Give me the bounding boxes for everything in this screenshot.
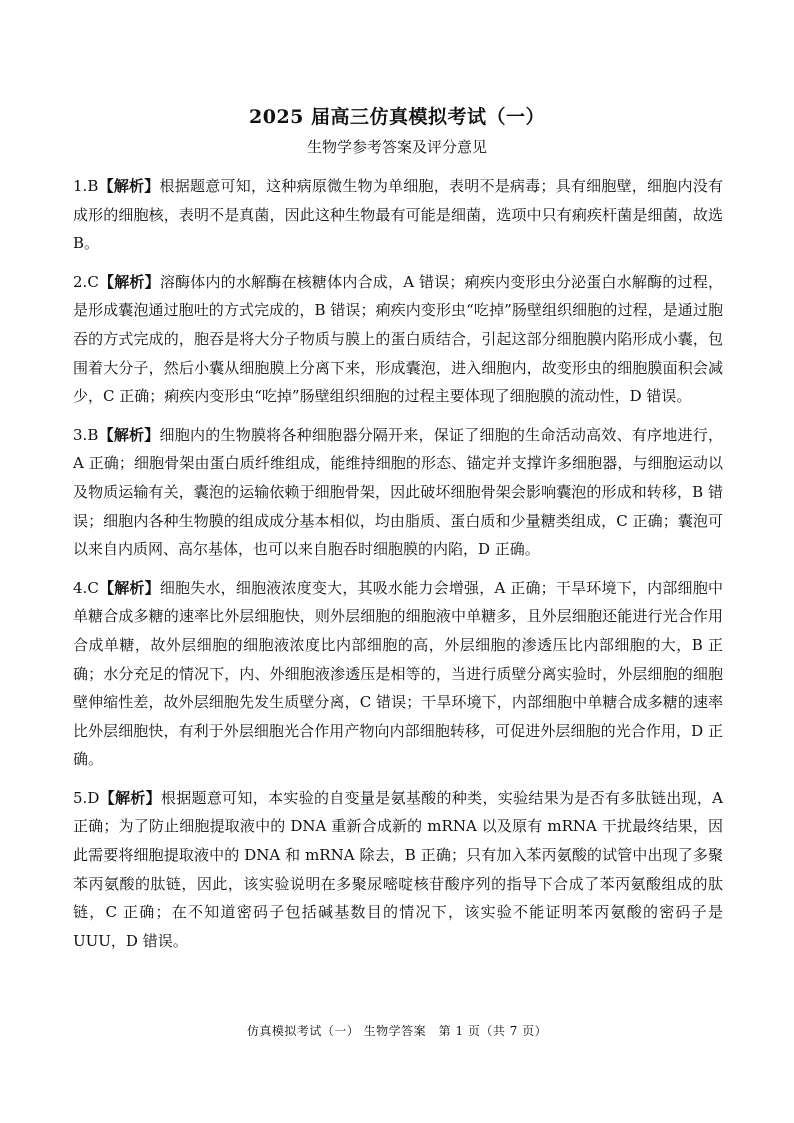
answer-explanation: 细胞内的生物膜将各种细胞器分隔开来，保证了细胞的生命活动高效、有序地进行，A 正确；细胞骨架由蛋白质纤维组成，能维持细胞的形态、锚定并支撑许多细胞器，与细胞运动以及物质运输有关，囊泡的运输依赖于细胞骨架，因此破坏细胞骨架会影响囊泡的形成和转移，B 错误；细胞内各种生物膜的组成成分基本相似，均由脂质、蛋白质和少量糖类组成，C 正确；囊泡可以来自内质网、高尔基体，也可以来自胞吞时细胞膜的内陷，D 正确。: [73, 425, 723, 559]
answer-list: [73, 172, 723, 965]
analysis-tag: 【解析】: [98, 578, 160, 597]
answer-letter: D: [87, 788, 100, 807]
answer-item-3: [73, 421, 723, 564]
answer-number: 2.: [73, 272, 88, 291]
answer-explanation: 细胞失水，细胞液浓度变大，其吸水能力会增强，A 正确；干旱环境下，内部细胞中单糖合成多糖的速率比外层细胞快，则外层细胞的细胞液中单糖多，且外层细胞还能进行光合作用合成单糖，故外层细胞的细胞液浓度比内部细胞的高，外层细胞的渗透压比内部细胞的大，B 正确；水分充足的情况下，内、外细胞液渗透压是相等的，当进行质壁分离实验时，外层细胞的细胞壁伸缩性差，故外层细胞先发生质壁分离，C 错误；干旱环境下，内部细胞中单糖合成多糖的速率比外层细胞快，有利于外层细胞光合作用产物向内部细胞转移，可促进外层细胞的光合作用，D 正确。: [73, 578, 723, 769]
document-subtitle: 生物学参考答案及评分意见: [306, 138, 487, 156]
answer-letter: B: [87, 177, 99, 195]
answer-letter: C: [87, 272, 99, 291]
answer-explanation: 根据题意可知，这种病原微生物为单细胞，表明不是病毒；具有细胞壁，细胞内没有成形的细胞核，表明不是真菌，因此这种生物最有可能是细菌，选项中只有痢疾杆菌是细菌，故选 B。: [73, 177, 723, 253]
answer-letter: C: [87, 578, 99, 597]
analysis-tag: 【解析】: [98, 425, 160, 444]
answer-item-5: [73, 784, 723, 956]
analysis-tag: 【解析】: [98, 177, 160, 195]
answer-letter: B: [87, 425, 99, 444]
analysis-tag: 【解析】: [98, 272, 160, 291]
answer-item-2: [73, 268, 723, 411]
answer-item-1: [73, 172, 723, 258]
answer-number: 4.: [73, 578, 88, 597]
answer-explanation: 根据题意可知，本实验的自变量是氨基酸的种类，实验结果为是否有多肽链出现，A 正确；为了防止细胞提取液中的 DNA 重新合成新的 mRNA 以及原有 mRNA 干扰最终结果，因此需要将细胞提取液中的 DNA 和 mRNA 除去，B 正确；只有加入苯丙氨酸的试管中出现了多聚苯丙氨酸的肽链，因此，该实验说明在多聚尿嘧啶核苷酸序列的指导下合成了苯丙氨酸组成的肽链，C 正确；在不知道密码子包括碱基数目的情况下，该实验不能证明苯丙氨酸的密码子是 UUU，D 错误。: [73, 788, 723, 950]
document-title: 2025 届高三仿真模拟考试（一）: [249, 106, 545, 128]
page-footer: 仿真模拟考试（一） 生物学答案 第 1 页（共 7 页）: [246, 1024, 548, 1038]
answer-item-4: [73, 574, 723, 774]
answer-explanation: 溶酶体内的水解酶在核糖体内合成，A 错误；痢疾内变形虫分泌蛋白水解酶的过程，是形成囊泡通过胞吐的方式完成的，B 错误；痢疾内变形虫“吃掉”肠壁组织细胞的过程，是通过胞吞的方式完成的，胞吞是将大分子物质与膜上的蛋白质结合，引起这部分细胞膜内陷形成小囊，包围着大分子，然后小囊从细胞膜上分离下来，形成囊泡，进入细胞内，故变形虫的细胞膜面积会减少，C 正确；痢疾内变形虫“吃掉”肠壁组织细胞的过程主要体现了细胞膜的流动性，D 错误。: [73, 272, 723, 406]
answer-number: 5.: [73, 788, 88, 807]
answer-number: 1.: [73, 177, 88, 195]
analysis-tag: 【解析】: [99, 788, 161, 807]
answer-number: 3.: [73, 425, 88, 444]
